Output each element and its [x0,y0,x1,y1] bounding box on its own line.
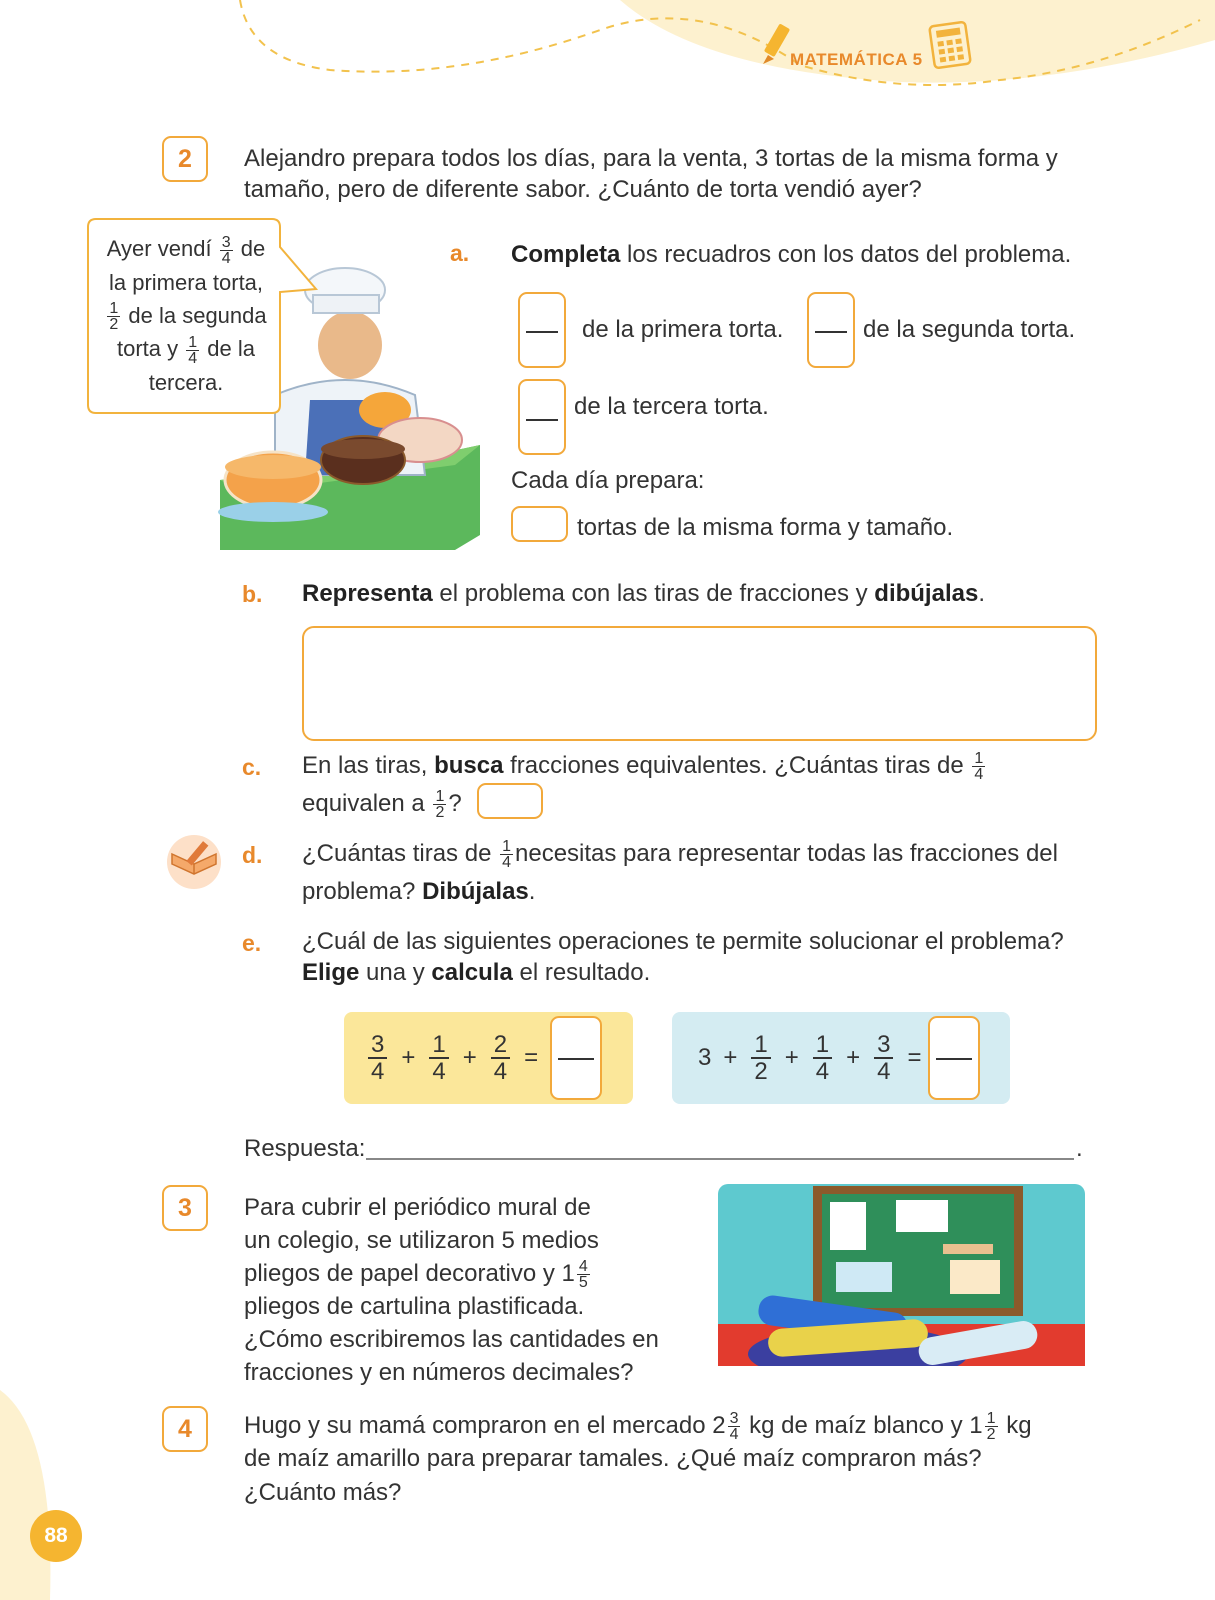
bubble-line-5: tercera. [148,370,224,396]
bubble-line-4: torta y $\frac{1}{4}$ de la [116,334,255,368]
item-e-line-1: ¿Cuál de las siguientes operaciones te permite solucionar el problema? [302,928,1064,955]
fraction-bar [815,331,847,333]
problem-3-statement [244,1191,659,1389]
fraction: $\frac{3}{4}$ [874,1032,893,1084]
item-letter-c: c. [242,754,262,780]
problem-3-line-5: ¿Cómo escribiremos las cantidades en [244,1326,659,1354]
problem-4-line-3: ¿Cuánto más? [244,1479,402,1506]
answer-line[interactable] [366,1158,1074,1160]
item-letter-d: d. [242,842,263,868]
fraction: $\frac{3}{4}$ [729,1410,739,1444]
first-cake-label: de la primera torta. [582,316,784,343]
fraction-input-second-cake[interactable] [807,292,855,368]
fraction-bar [558,1058,594,1060]
problem-4-line-2: de maíz amarillo para preparar tamales. ¿Qué maíz compraron más? [244,1445,982,1472]
cakes-count-input[interactable] [511,506,568,542]
item-c-line-1: En las tiras, busca fracciones equivalentes. ¿Cuántas tiras de $\frac{1}{4}$ [302,750,984,784]
bubble-line-3: $\frac{1}{2}$ de la segunda [109,300,267,334]
calculator-icon [928,20,974,70]
problem-3-line-1: Para cubrir el periódico mural de [244,1194,591,1221]
fraction: $\frac{1}{4}$ [502,838,511,872]
item-e-line-2: Elige una y calcula el resultado. [302,959,651,986]
item-letter-b: b. [242,581,263,607]
fraction-input-third-cake[interactable] [518,379,566,455]
pencil-icon [760,22,794,70]
page-number: 88 [30,1510,82,1562]
fraction: $\frac{4}{5}$ [578,1258,588,1292]
mural-illustration [718,1184,1085,1366]
fraction: $\frac{1}{4}$ [813,1032,832,1084]
equivalent-count-input[interactable] [477,783,543,819]
fraction: $\frac{1}{2}$ [751,1032,770,1084]
item-c-line-2: equivalen a $\frac{1}{2}$ ? [302,788,462,822]
problem-3-line-4: pliegos de cartulina plastificada. [244,1293,585,1321]
fraction: $\frac{2}{4}$ [491,1032,510,1084]
fraction: $\frac{3}{4}$ [368,1032,387,1084]
fraction: $\frac{1}{4}$ [974,750,984,784]
second-cake-label: de la segunda torta. [863,316,1076,343]
header-decoration [0,0,1215,100]
fraction: $\frac{1}{4}$ [188,334,198,368]
daily-label: Cada día prepara: [511,467,705,494]
notebook-writing-icon [164,834,224,890]
item-b-instruction: Representa el problema con las tiras de fracciones y dibújalas. [302,580,985,607]
fraction-bar [526,419,558,421]
problem-4-line-1: Hugo y su mamá compraron en el mercado 2 $\frac{3}{4}$ kg de maíz blanco y 1 $\frac{1}{2}$ kg [244,1410,1032,1444]
operation-option-1[interactable] [344,1012,633,1104]
problem-3-line-2: un colegio, se utilizaron 5 medios [244,1227,599,1254]
item-letter-e: e. [242,930,262,956]
problem-number-3: 3 [162,1185,208,1231]
problem-number-2: 2 [162,136,208,182]
problem-2-statement-line-2: tamaño, pero de diferente sabor. ¿Cuánto de torta vendió ayer? [244,176,922,203]
operation-1-expression: $\frac{3}{4}$ + $\frac{1}{4}$ + $\frac{2}{4}$ = [366,1032,538,1084]
answer-label: Respuesta: [244,1135,366,1162]
subject-title: MATEMÁTICA 5 [790,50,923,69]
fraction: $\frac{1}{2}$ [109,300,119,334]
problem-3-line-3: pliegos de papel decorativo y 1 $\frac{4}{5}$ [244,1258,588,1292]
bubble-line-1: Ayer vendí $\frac{3}{4}$ de [106,233,266,267]
item-d-line-1: ¿Cuántas tiras de $\frac{1}{4}$ necesitas para representar todas las fracciones del [302,838,1058,872]
operation-option-2[interactable] [672,1012,1010,1104]
fraction-input-first-cake[interactable] [518,292,566,368]
bubble-line-2: la primera torta, [108,269,264,295]
problem-3-line-6: fracciones y en números decimales? [244,1359,634,1387]
item-a-instruction: Completa los recuadros con los datos del problema. [511,241,1072,268]
speech-bubble-text [96,232,276,399]
problem-number-4: 4 [162,1406,208,1452]
item-d-line-2: problema? Dibújalas. [302,878,536,905]
fraction: $\frac{1}{2}$ [435,788,445,822]
fraction-bar [526,331,558,333]
operation-2-expression: 3 + $\frac{1}{2}$ + $\frac{1}{4}$ + $\frac{3}{4}$ = [698,1031,922,1085]
third-cake-label: de la tercera torta. [574,393,769,420]
fraction-bar [936,1058,972,1060]
problem-2-statement-line-1: Alejandro prepara todos los días, para la venta, 3 tortas de la misma forma y [244,145,1058,172]
fraction: $\frac{1}{4}$ [429,1032,448,1084]
item-letter-a: a. [450,240,470,266]
cakes-label: tortas de la misma forma y tamaño. [577,514,954,541]
drawing-area[interactable] [302,626,1097,741]
fraction: $\frac{1}{2}$ [986,1410,996,1444]
answer-period: . [1076,1135,1083,1162]
page-corner-decoration [0,1390,60,1600]
fraction: $\frac{3}{4}$ [221,233,231,267]
